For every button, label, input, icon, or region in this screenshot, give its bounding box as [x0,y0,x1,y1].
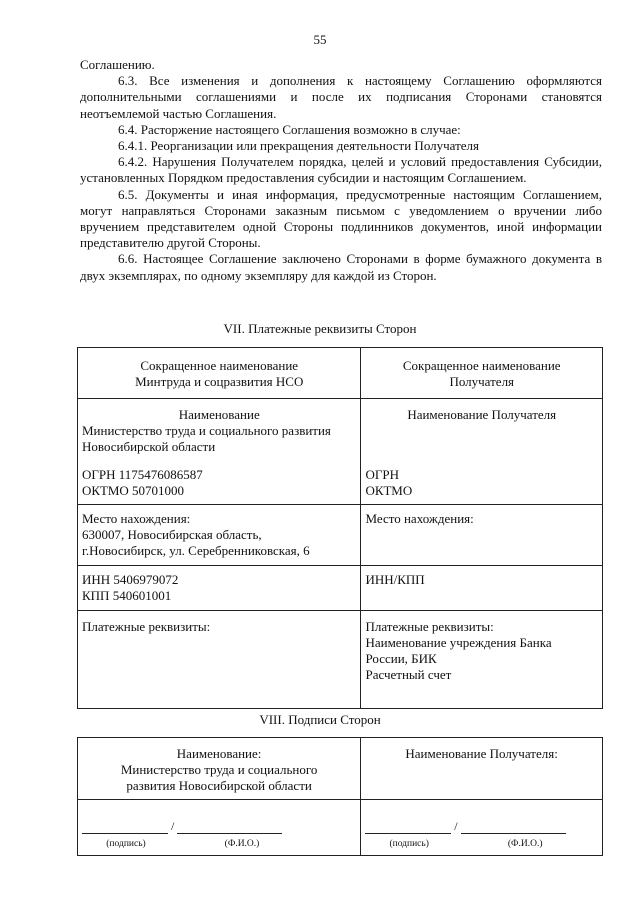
paragraph-6-4-2: 6.4.2. Нарушения Получателем порядка, целей и условий предоставления Субсидии, установленных Порядком предоставления субсидии и настоящим Соглашением. [80,154,602,186]
agreement-text [80,57,602,284]
section-7-title: VII. Платежные реквизиты Сторон [223,321,417,336]
recipient-ogrn: ОГРН [365,467,399,482]
header-text: Минтруда и соцразвития НСО [135,374,304,389]
table-row [78,348,603,399]
signatures-table [77,737,603,856]
recipient-inn-kpp: ИНН/КПП [365,572,425,587]
location-cell-left [78,505,361,566]
ogrn-value: ОГРН 1175476086587 [82,467,203,482]
header-text: Сокращенное наименование [402,358,561,373]
page-number: 55 [313,32,327,47]
paragraph-6-6: 6.6. Настоящее Соглашение заключено Сторонами в форме бумажного документа в двух экземплярах, по одному экземпляру для каждой из Сторон. [80,251,602,283]
location-cell-right [361,505,603,566]
signature-line [365,818,598,834]
table-row [78,738,603,800]
signature-field [365,823,451,834]
table-row [78,505,603,566]
paragraph-6-5: 6.5. Документы и иная информация, предусмотренные настоящим Соглашением, могут направляться Сторонами заказным письмом с уведомлением о вручении либо вручением представителем одной Стороны подлинников документов, иной информации представителю другой Стороны. [80,186,602,251]
paragraph-6-4-1: 6.4.1. Реорганизации или прекращения деятельности Получателя [118,138,480,154]
sign-caption: (подпись) [106,839,146,849]
signature-captions [365,836,598,852]
name-value: Новосибирской области [82,439,216,454]
name-label: Наименование [178,407,260,422]
recipient-payment-label: Платежные реквизиты: [365,619,494,634]
payment-details-table [77,347,603,709]
location-value: 630007, Новосибирская область, [82,527,262,542]
signer-value: развития Новосибирской области [126,778,312,793]
name-cell-right [361,399,603,505]
payment-cell-right [361,611,603,709]
payment-label: Платежные реквизиты: [82,619,211,634]
name-value: Министерство труда и социального развития [82,423,331,438]
payment-cell-left [78,611,361,709]
signer-left-cell [78,738,361,800]
fio-caption: (Ф.И.О.) [224,839,260,849]
slash: / [454,819,458,833]
paragraph-6-4: 6.4. Расторжение настоящего Соглашения возможно в случае: [118,121,461,137]
name-cell-left [78,399,361,505]
table-row [78,566,603,611]
header-text: Сокращенное наименование [140,358,299,373]
table-row [78,399,603,505]
fio-field [461,823,566,834]
table-row [78,611,603,709]
sign-caption: (подпись) [389,839,429,849]
oktmo-value: ОКТМО 50701000 [82,483,185,498]
recipient-bank: Наименование учреждения Банка [365,635,552,650]
recipient-bank: России, БИК [365,651,437,666]
inn-value: ИНН 5406979072 [82,572,179,587]
paragraph: Соглашению. [80,57,155,72]
location-value: г.Новосибирск, ул. Серебренниковская, 6 [82,543,310,558]
recipient-oktmo: ОКТМО [365,483,413,498]
signer-right-cell [361,738,603,800]
signer-label: Наименование: [176,746,262,761]
header-cell-right [361,348,603,399]
inn-cell-left [78,566,361,611]
recipient-name-label: Наименование Получателя [407,407,557,422]
signature-cell-right [361,800,603,856]
fio-caption: (Ф.И.О.) [507,839,543,849]
signature-captions [82,836,356,852]
table-row [78,800,603,856]
recipient-signer-label: Наименование Получателя: [405,746,558,761]
location-label: Место нахождения: [82,511,191,526]
slash: / [171,819,175,833]
signature-field [82,823,168,834]
signature-cell-left [78,800,361,856]
signer-value: Министерство труда и социального [120,762,318,777]
inn-cell-right [361,566,603,611]
recipient-account: Расчетный счет [365,667,452,682]
kpp-value: КПП 540601001 [82,588,172,603]
header-cell-left [78,348,361,399]
paragraph-6-3: 6.3. Все изменения и дополнения к настоящему Соглашению оформляются дополнительными соглашениями и после их подписания Сторонами становятся неотъемлемой частью Соглашения. [80,73,602,121]
header-text: Получателя [449,374,515,389]
recipient-location-label: Место нахождения: [365,511,474,526]
signature-line [82,818,356,834]
fio-field [177,823,282,834]
section-8-title: VIII. Подписи Сторон [259,712,381,727]
